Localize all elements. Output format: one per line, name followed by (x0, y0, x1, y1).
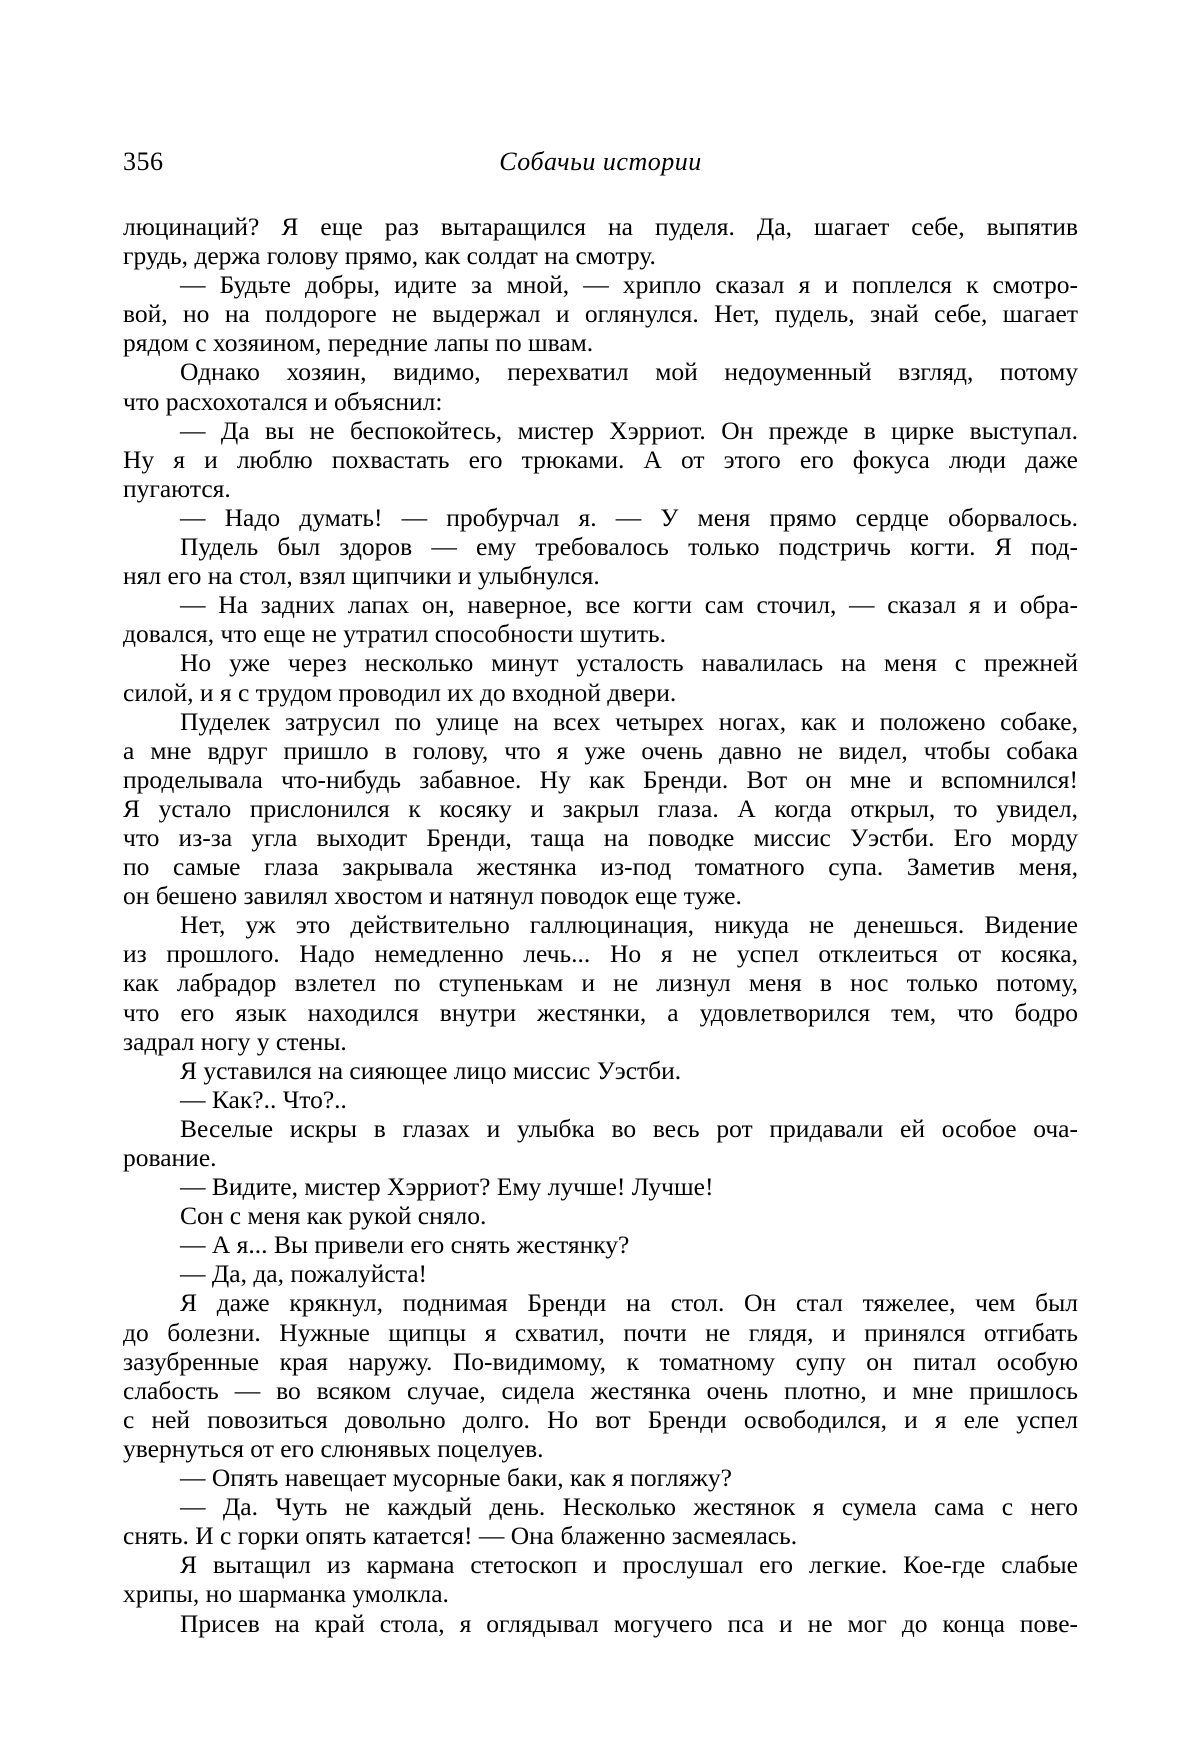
text-line: Я вытащил из кармана стетоскоп и прослушал его легкие. Кое-где слабые (180, 1550, 1078, 1580)
text-line: нял его на стол, взял щипчики и улыбнулся. (123, 561, 600, 591)
text-line: Однако хозяин, видимо, перехватил мой недоуменный взгляд, потому (180, 357, 1078, 387)
text-line: по самые глаза закрывала жестянка из-под томатного супа. Заметив меня, (123, 852, 1078, 882)
text-line: снять. И с горки опять катается! — Она блаженно засмеялась. (123, 1521, 798, 1551)
text-line: — Да, да, пожалуйста! (180, 1259, 428, 1289)
text-line: слабость — во всяком случае, сидела жестянка очень плотно, и мне пришлось (123, 1375, 1078, 1405)
text-line: силой, и я с трудом проводил их до входной двери. (123, 677, 677, 707)
text-line: — А я... Вы привели его снять жестянку? (180, 1230, 630, 1260)
text-line: что расхохотался и объяснил: (123, 386, 443, 416)
text-line: проделывала что-нибудь забавное. Ну как Бренди. Вот он мне и вспомнился! (123, 764, 1078, 794)
text-line: что его язык находился внутри жестянки, а удовлетворился тем, что бодро (123, 997, 1078, 1027)
text-line: люцинаций? Я еще раз вытаращился на пуделя. Да, шагает себе, выпятив (123, 212, 1078, 241)
text-line: Ну я и люблю похвастать его трюками. А от этого его фокуса люди даже (123, 444, 1078, 474)
text-line: — Да. Чуть не каждый день. Несколько жестянок я сумела сама с него (180, 1492, 1078, 1522)
text-line: грудь, держа голову прямо, как солдат на смотру. (123, 241, 656, 271)
text-line: — Будьте добры, идите за мной, — хрипло сказал я и поплелся к смотро- (180, 270, 1078, 300)
page-number: 356 (123, 147, 164, 176)
text-line: зазубренные края наружу. По-видимому, к томатному супу он питал особую (123, 1346, 1078, 1376)
text-line: — Видите, мистер Хэрриот? Ему лучше! Лучше! (180, 1172, 714, 1202)
text-line: — Надо думать! — пробурчал я. — У меня прямо сердце оборвалось. (180, 502, 1078, 532)
text-line: Пуделек затрусил по улице на всех четырех ногах, как и положено собаке, (180, 706, 1078, 736)
text-line: Я уставился на сияющее лицо миссис Уэстби. (180, 1055, 682, 1085)
text-line: задрал ногу у стены. (123, 1026, 347, 1056)
text-line: рядом с хозяином, передние лапы по швам. (123, 328, 594, 358)
text-line: — На задних лапах он, наверное, все когти сам сточил, — сказал я и обра- (180, 590, 1078, 620)
text-line: — Опять навещает мусорные баки, как я погляжу? (180, 1463, 732, 1493)
running-title: Собачьи истории (499, 147, 702, 176)
text-line: рование. (123, 1143, 217, 1172)
text-line: Пудель был здоров — ему требовалось только подстричь когти. Я под- (180, 532, 1078, 562)
text-line: с ней повозиться довольно долго. Но вот Бренди освободился, и я еле успел (123, 1404, 1078, 1434)
text-line: хрипы, но шарманка умолкла. (123, 1579, 449, 1609)
text-line: Я даже крякнул, поднимая Бренди на стол. Он стал тяжелее, чем был (180, 1288, 1078, 1318)
text-line: он бешено завилял хвостом и натянул поводок еще туже. (123, 881, 742, 911)
running-header (123, 145, 1078, 185)
text-line: Нет, уж это действительно галлюцинация, никуда не денешься. Видение (180, 910, 1078, 940)
text-line: а мне вдруг пришло в голову, что я уже очень давно не видел, чтобы собака (123, 735, 1078, 765)
text-line: Присев на край стола, я оглядывал могучего пса и не мог до конца пове- (180, 1608, 1078, 1638)
text-line: довался, что еще не утратил способности шутить. (123, 619, 666, 649)
text-line: Но уже через несколько минут усталость навалилась на меня с прежней (180, 648, 1078, 678)
text-line: Сон с меня как рукой сняло. (180, 1201, 487, 1231)
text-line: увернуться от его слюнявых поцелуев. (123, 1433, 544, 1463)
text-line: Веселые искры в глазах и улыбка во весь рот придавали ей особое оча- (180, 1113, 1078, 1143)
text-line: из прошлого. Надо немедленно лечь... Но я не успел отклеиться от косяка, (123, 939, 1078, 969)
text-line: Я устало прислонился к косяку и закрыл глаза. А когда открыл, то увидел, (123, 793, 1078, 823)
text-line: пугаются. (123, 473, 231, 503)
text-line: — Как?.. Что?.. (180, 1084, 347, 1114)
text-line: — Да вы не беспокойтесь, мистер Хэрриот. Он прежде в цирке выступал. (180, 415, 1078, 445)
text-line: вой, но на полдороге не выдержал и оглянулся. Нет, пудель, знай себе, шагает (123, 299, 1078, 329)
body-text (123, 212, 1078, 1638)
text-line: как лабрадор взлетел по ступенькам и не лизнул меня в нос только потому, (123, 968, 1078, 998)
text-line: до болезни. Нужные щипцы я схватил, почти не глядя, и принялся отгибать (123, 1317, 1078, 1347)
text-line: что из-за угла выходит Бренди, таща на поводке миссис Уэстби. Его морду (123, 822, 1078, 852)
